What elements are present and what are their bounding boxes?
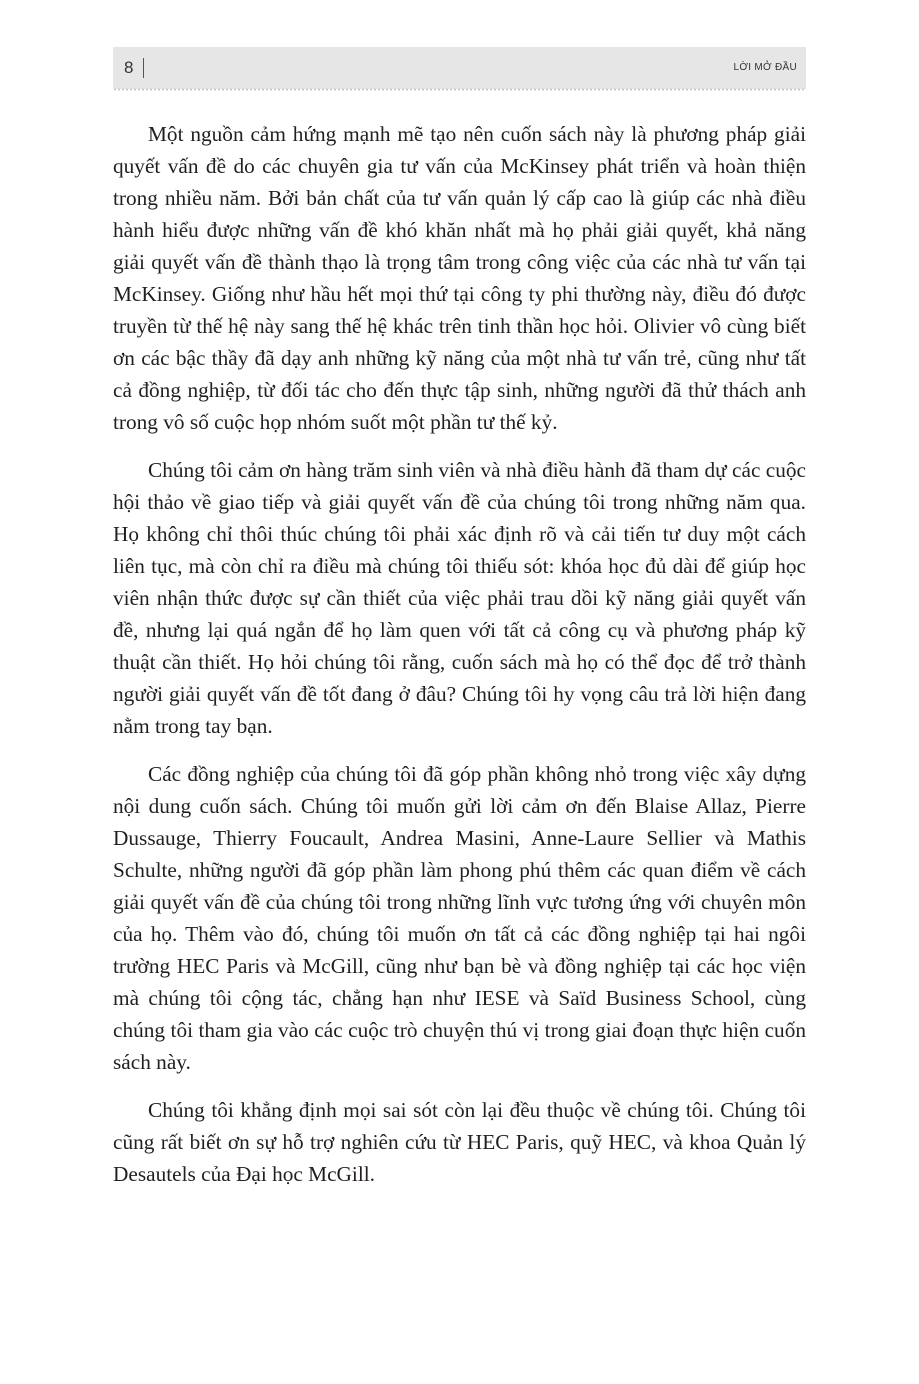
body-text	[113, 118, 806, 1206]
paragraph: Các đồng nghiệp của chúng tôi đã góp phần không nhỏ trong việc xây dựng nội dung cuốn sách. Chúng tôi muốn gửi lời cảm ơn đến Blaise Allaz, Pierre Dussauge, Thierry Foucault, Andrea Masini, Anne-Laure Sellier và Mathis Schulte, những người đã góp phần làm phong phú thêm các quan điểm về cách giải quyết vấn đề của chúng tôi trong những lĩnh vực tương ứng với chuyên môn của họ. Thêm vào đó, chúng tôi muốn ơn tất cả các đồng nghiệp tại hai ngôi trường HEC Paris và McGill, cũng như bạn bè và đồng nghiệp tại các học viện mà chúng tôi cộng tác, chẳng hạn như IESE và Saïd Business School, cùng chúng tôi tham gia vào các cuộc trò chuyện thú vị trong giai đoạn thực hiện cuốn sách này.	[113, 762, 806, 1074]
header-divider	[143, 58, 144, 78]
running-head: LỜI MỞ ĐẦU	[733, 62, 797, 73]
paragraph: Một nguồn cảm hứng mạnh mẽ tạo nên cuốn sách này là phương pháp giải quyết vấn đề do các chuyên gia tư vấn của McKinsey phát triển và hoàn thiện trong nhiều năm. Bởi bản chất của tư vấn quản lý cấp cao là giúp các nhà điều hành hiểu được những vấn đề khó khăn nhất mà họ phải giải quyết, khả năng giải quyết vấn đề thành thạo là trọng tâm trong công việc của các nhà tư vấn tại McKinsey. Giống như hầu hết mọi thứ tại công ty phi thường này, điều đó được truyền từ thế hệ này sang thế hệ khác trên tinh thần học hỏi. Olivier vô cùng biết ơn các bậc thầy đã dạy anh những kỹ năng của một nhà tư vấn trẻ, cũng như tất cả đồng nghiệp, từ đối tác cho đến thực tập sinh, những người đã thử thách anh trong vô số cuộc họp nhóm suốt một phần tư thế kỷ.	[113, 122, 806, 434]
paragraph: Chúng tôi khẳng định mọi sai sót còn lại đều thuộc về chúng tôi. Chúng tôi cũng rất biết ơn sự hỗ trợ nghiên cứu từ HEC Paris, quỹ HEC, và khoa Quản lý Desautels của Đại học McGill.	[113, 1098, 806, 1186]
paragraph: Chúng tôi cảm ơn hàng trăm sinh viên và nhà điều hành đã tham dự các cuộc hội thảo về giao tiếp và giải quyết vấn đề của chúng tôi trong những năm qua. Họ không chỉ thôi thúc chúng tôi phải xác định rõ và cải tiến tư duy một cách liên tục, mà còn chỉ ra điều mà chúng tôi thiếu sót: khóa học đủ dài để giúp học viên nhận thức được sự cần thiết của việc phải trau dồi kỹ năng giải quyết vấn đề, nhưng lại quá ngắn để họ làm quen với tất cả công cụ và phương pháp kỹ thuật cần thiết. Họ hỏi chúng tôi rằng, cuốn sách mà họ có thể đọc để trở thành người giải quyết vấn đề tốt đang ở đâu? Chúng tôi hy vọng câu trả lời hiện đang nằm trong tay bạn.	[113, 458, 806, 738]
page-number: 8	[124, 58, 134, 77]
page-header	[113, 47, 806, 89]
